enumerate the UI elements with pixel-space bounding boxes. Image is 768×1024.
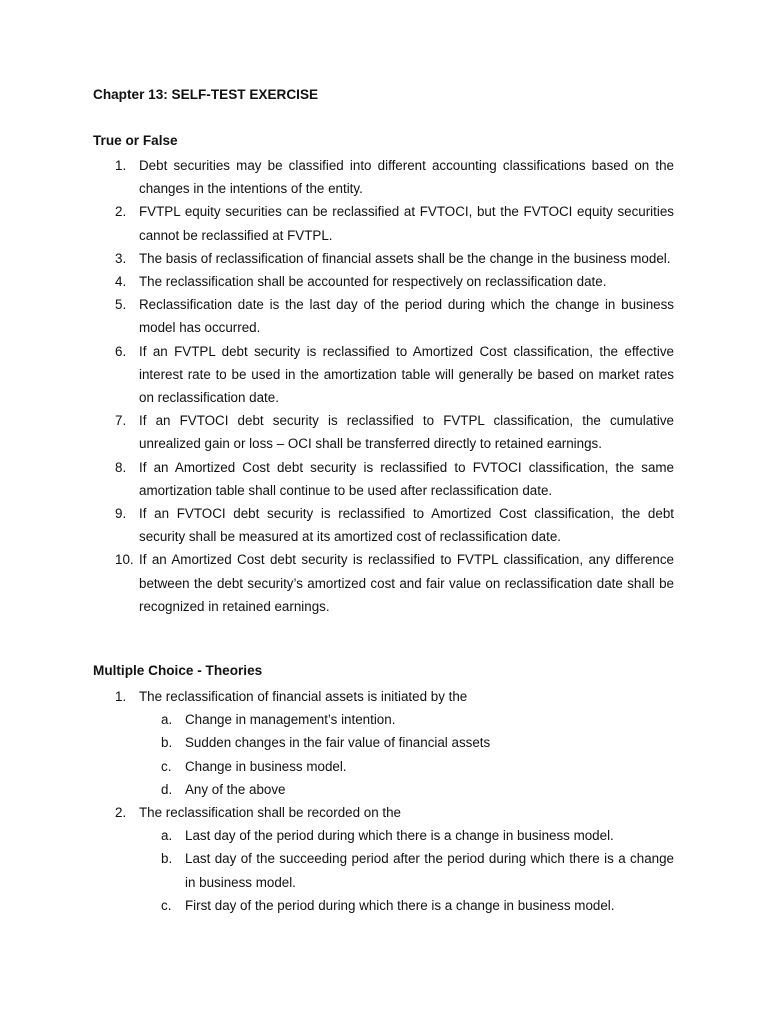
item-number: 5. (115, 297, 127, 313)
list-item (93, 247, 674, 270)
question-number: 2. (115, 805, 127, 821)
list-item (93, 293, 674, 339)
item-number: 7. (115, 413, 127, 429)
option-text: First day of the period during which there is a change in business model. (185, 897, 615, 913)
item-number: 10. (115, 552, 134, 568)
question-number: 1. (115, 689, 127, 704)
option-letter: d. (161, 781, 173, 797)
page-title: Chapter 13: SELF-TEST EXERCISE (93, 87, 319, 102)
option-letter: c. (161, 897, 172, 913)
item-text: Reclassification date is the last day of the period during which the change in business model has occurred. (139, 297, 674, 336)
item-text: If an FVTOCI debt security is reclassified to Amortized Cost classification, the debt security shall be measured at its amortized cost of reclassification date. (139, 506, 674, 545)
option-text: Change in management’s intention. (185, 712, 396, 728)
option-text: Any of the above (185, 781, 286, 797)
option-text: Last day of the succeeding period after the period during which there is a change in business model. (185, 851, 674, 890)
item-text: If an Amortized Cost debt security is reclassified to FVTPL classification, any difference between the debt security’s amortized cost and fair value on reclassification date shall be recognized in retained earnings. (139, 552, 674, 614)
item-text: If an FVTOCI debt security is reclassified to FVTPL classification, the cumulative unrealized gain or loss – OCI shall be transferred directly to retained earnings. (139, 413, 674, 452)
item-text: FVTPL equity securities can be reclassified at FVTOCI, but the FVTOCI equity securities cannot be reclassified at FVTPL. (139, 204, 674, 243)
option-item (139, 731, 674, 754)
option-letter: a. (161, 828, 173, 844)
option-text: Sudden changes in the fair value of financial assets (185, 735, 491, 751)
item-text: The basis of reclassification of financial assets shall be the change in the business model. (139, 250, 671, 266)
option-list (139, 708, 674, 801)
item-text: The reclassification shall be accounted for respectively on reclassification date. (139, 274, 607, 290)
option-item (139, 755, 674, 778)
true-false-heading: True or False (93, 133, 178, 148)
list-item (93, 548, 674, 618)
item-number: 9. (115, 506, 127, 522)
option-letter: b. (161, 851, 173, 867)
option-letter: a. (161, 712, 173, 728)
item-number: 4. (115, 274, 127, 290)
list-item (93, 270, 674, 293)
option-item (139, 708, 674, 731)
item-number: 2. (115, 204, 127, 220)
item-text: If an FVTPL debt security is reclassified to Amortized Cost classification, the effective interest rate to be used in the amortization table will generally be based on market rates on reclassification date. (139, 343, 674, 406)
list-item (93, 154, 674, 200)
option-item (139, 778, 674, 801)
option-item (139, 824, 674, 847)
list-item (93, 456, 674, 502)
option-letter: c. (161, 758, 172, 774)
question-item (93, 801, 674, 917)
list-item (93, 340, 674, 410)
multiple-choice-heading: Multiple Choice - Theories (93, 663, 263, 678)
option-text: Last day of the period during which there is a change in business model. (185, 828, 614, 844)
list-item (93, 200, 674, 246)
option-text: Change in business model. (185, 758, 347, 774)
list-item (93, 409, 674, 455)
item-number: 6. (115, 343, 127, 359)
item-text: Debt securities may be classified into different accounting classifications based on the changes in the intentions of the entity. (139, 158, 674, 197)
option-item (139, 894, 674, 917)
question-text: The reclassification of financial assets is initiated by the (139, 689, 468, 704)
item-number: 1. (115, 158, 127, 173)
item-number: 3. (115, 250, 127, 266)
item-text: If an Amortized Cost debt security is reclassified to FVTOCI classification, the same amortization table shall continue to be used after reclassification date. (139, 459, 674, 498)
true-false-list (93, 154, 674, 618)
question-text: The reclassification shall be recorded on the (139, 805, 402, 821)
option-letter: b. (161, 735, 173, 751)
multiple-choice-list (93, 685, 674, 917)
list-item (93, 502, 674, 548)
question-item (93, 685, 674, 801)
option-item (139, 847, 674, 893)
option-list (139, 824, 674, 917)
item-number: 8. (115, 459, 127, 475)
